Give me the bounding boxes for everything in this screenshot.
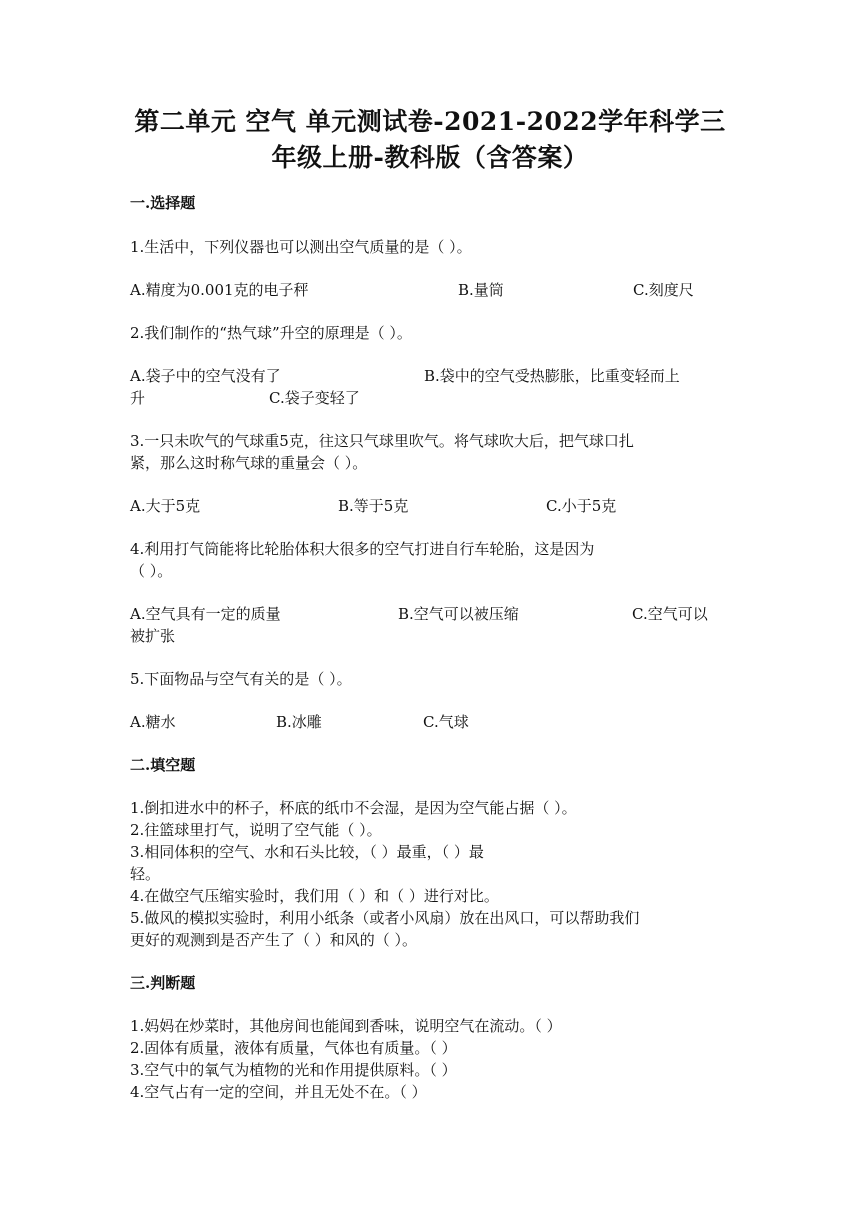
question-4-option-b: B.空气可以被压缩 <box>398 605 519 623</box>
question-3-option-a: A.大于5克 <box>130 497 201 515</box>
question-3-stem-2: 紧，那么这时称气球的重量会（ ）。 <box>130 454 368 472</box>
question-1-stem: 1.生活中，下列仪器也可以测出空气质量的是（ ）。 <box>130 238 472 256</box>
question-3-option-c: C.小于5克 <box>546 497 617 515</box>
question-5-option-a: A.糖水 <box>130 713 176 731</box>
question-3-stem-1: 3.一只未吹气的气球重5克，往这只气球里吹气。将气球吹大后，把气球口扎 <box>130 432 634 450</box>
question-2-option-a: A.袋子中的空气没有了 <box>130 367 281 385</box>
question-4-option-a: A.空气具有一定的质量 <box>130 605 281 623</box>
question-1-option-a: A.精度为0.001克的电子秤 <box>130 281 309 299</box>
question-1-option-c: C.刻度尺 <box>633 281 694 299</box>
question-4-stem-1: 4.利用打气筒能将比轮胎体积大很多的空气打进自行车轮胎，这是因为 <box>130 540 595 558</box>
fill-line-3a: 3.相同体积的空气、水和石头比较，（ ）最重，（ ）最 <box>130 843 484 861</box>
section-heading-fill: 二.填空题 <box>130 756 196 774</box>
question-4-option-c: C.空气可以 <box>632 605 708 623</box>
judge-line-1: 1.妈妈在炒菜时，其他房间也能闻到香味，说明空气在流动。（ ） <box>130 1017 562 1035</box>
section-heading-judge: 三.判断题 <box>130 974 196 992</box>
question-4-option-c-cont: 被扩张 <box>130 627 176 645</box>
question-2-option-c: C.袋子变轻了 <box>269 389 360 407</box>
question-3-option-b: B.等于5克 <box>338 497 409 515</box>
question-5-option-b: B.冰雕 <box>276 713 322 731</box>
question-1-option-b: B.量筒 <box>458 281 504 299</box>
fill-line-1: 1.倒扣进水中的杯子，杯底的纸巾不会湿，是因为空气能占据（ ）。 <box>130 799 577 817</box>
fill-line-5a: 5.做风的模拟实验时，利用小纸条（或者小风扇）放在出风口，可以帮助我们 <box>130 909 640 927</box>
question-5-stem: 5.下面物品与空气有关的是（ ）。 <box>130 670 352 688</box>
section-heading-choice: 一.选择题 <box>130 194 196 212</box>
page-title <box>120 104 740 176</box>
title-line-1: 第二单元 空气 单元测试卷-2021-2022学年科学三 <box>134 107 726 136</box>
fill-line-5b: 更好的观测到是否产生了（ ）和风的（ ）。 <box>130 931 418 949</box>
question-2-option-b: B.袋中的空气受热膨胀，比重变轻而上 <box>424 367 680 385</box>
question-2-stem: 2.我们制作的“热气球”升空的原理是（ ）。 <box>130 324 412 342</box>
question-4-stem-2: （ ）。 <box>130 562 173 580</box>
judge-line-2: 2.固体有质量，液体有质量，气体也有质量。（ ） <box>130 1039 457 1057</box>
fill-line-4: 4.在做空气压缩实验时，我们用（ ）和（ ）进行对比。 <box>130 887 499 905</box>
question-5-option-c: C.气球 <box>423 713 469 731</box>
judge-line-4: 4.空气占有一定的空间，并且无处不在。（ ） <box>130 1083 427 1101</box>
fill-line-2: 2.往篮球里打气，说明了空气能（ ）。 <box>130 821 382 839</box>
title-line-2: 年级上册-教科版（含答案） <box>271 143 589 172</box>
question-2-option-b-cont: 升 <box>130 389 146 407</box>
fill-line-3b: 轻。 <box>130 865 161 883</box>
judge-line-3: 3.空气中的氧气为植物的光和作用提供原料。（ ） <box>130 1061 457 1079</box>
